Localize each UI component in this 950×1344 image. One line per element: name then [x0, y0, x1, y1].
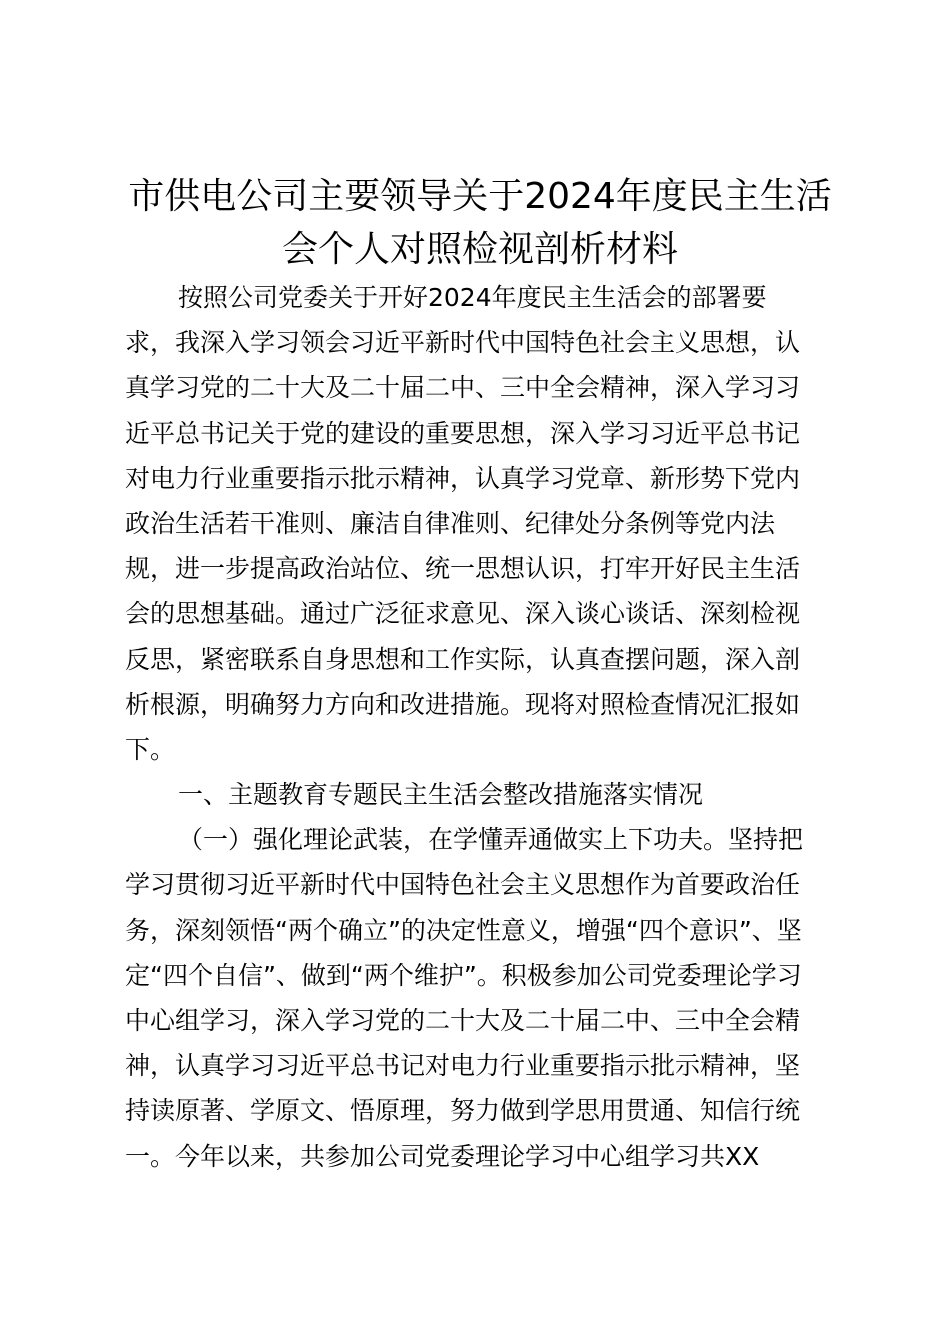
title-line-2: 会个人对照检视剖析材料: [281, 229, 678, 270]
paragraph-intro-line: 近平总书记关于党的建设的重要思想，深入学习习近平总书记: [125, 418, 801, 448]
paragraph-intro-line: 反思，紧密联系自身思想和工作实际，认真查摆问题，深入剖: [125, 644, 801, 674]
paragraph-intro-line: 求，我深入学习领会习近平新时代中国特色社会主义思想，认: [125, 328, 801, 358]
paragraph-intro-line: 规，进一步提高政治站位、统一思想认识，打牢开好民主生活: [125, 554, 801, 584]
paragraph-section-line: 持读原著、学原文、悟原理，努力做到学思用贯通、知信行统: [125, 1096, 801, 1126]
paragraph-section-line: 中心组学习，深入学习党的二十大及二十届二中、三中全会精: [125, 1006, 801, 1035]
paragraph-intro-line: 政治生活若干准则、廉洁自律准则、纪律处分条例等党内法: [125, 508, 776, 538]
paragraph-section-line: 定“四个自信”、做到“两个维护”。积极参加公司党委理论学习: [125, 960, 802, 990]
paragraph-section-line: 务，深刻领悟“两个确立”的决定性意义，增强“四个意识”、坚: [125, 915, 802, 945]
document-body: [125, 275, 825, 1179]
paragraph-section-line: 一。今年以来，共参加公司党委理论学习中心组学习共XX: [125, 1141, 760, 1171]
section-heading-1: 一、主题教育专题民主生活会整改措施落实情况: [178, 780, 704, 810]
title-line-1: 市供电公司主要领导关于2024年度民主生活: [128, 176, 832, 217]
paragraph-intro-line: 析根源，明确努力方向和改进措施。现将对照检查情况汇报如: [125, 689, 801, 719]
paragraph-intro-line: 对电力行业重要指示批示精神，认真学习党章、新形势下党内: [125, 463, 801, 493]
paragraph-intro-line: 按照公司党委关于开好2024年度民主生活会的部署要: [178, 283, 767, 312]
document-title: [120, 170, 840, 276]
paragraph-section-line: （一）强化理论武装，在学懂弄通做实上下功夫。坚持把: [178, 825, 804, 855]
paragraph-section-line: 神，认真学习习近平总书记对电力行业重要指示批示精神，坚: [125, 1051, 801, 1081]
paragraph-intro-line: 真学习党的二十大及二十届二中、三中全会精神，深入学习习: [125, 373, 801, 403]
paragraph-intro-line: 下。: [125, 734, 176, 764]
paragraph-section-line: 学习贯彻习近平新时代中国特色社会主义思想作为首要政治任: [125, 870, 801, 900]
paragraph-intro-line: 会的思想基础。通过广泛征求意见、深入谈心谈话、深刻检视: [125, 599, 801, 629]
